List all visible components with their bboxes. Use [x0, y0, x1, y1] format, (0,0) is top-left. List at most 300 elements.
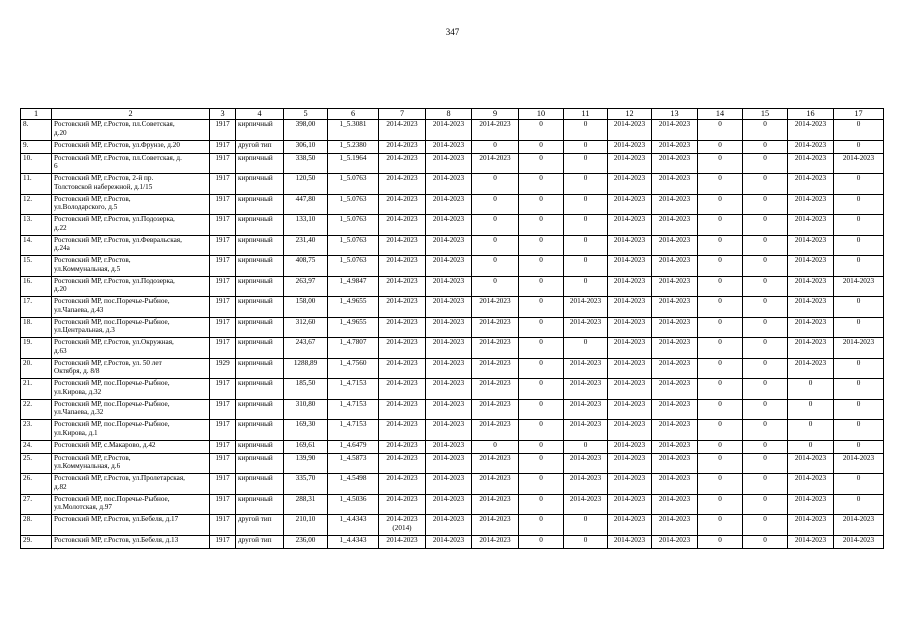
table-cell: 2014-2023: [564, 420, 608, 441]
table-cell: кирпичный: [236, 474, 284, 495]
table-cell: 1917: [210, 120, 236, 141]
table-cell: 1_5.0763: [328, 194, 379, 215]
table-cell: 1929: [210, 358, 236, 379]
table-cell: кирпичный: [236, 215, 284, 236]
table-cell: 0: [788, 399, 834, 420]
table-cell: 2014-2023: [379, 153, 426, 174]
table-cell: 2014-2023: [652, 153, 698, 174]
table-cell: 0: [472, 256, 519, 277]
table-cell: 0: [834, 194, 884, 215]
table-cell: 1917: [210, 515, 236, 536]
table-cell: 2014-2023: [608, 276, 652, 297]
address-line-1: Ростовский МР, г.Ростов, ул.Подозерка,: [54, 276, 175, 285]
table-cell: 0: [743, 120, 788, 141]
table-cell: 2014-2023: [788, 235, 834, 256]
address-cell: [52, 399, 210, 420]
address-line-1: Ростовский МР, г.Ростов, ул.Бебеля, д.17: [54, 515, 179, 523]
table-cell: 0: [834, 235, 884, 256]
table-cell: 0: [743, 379, 788, 400]
column-header: 9: [472, 109, 519, 120]
table-row: [21, 358, 884, 379]
table-cell: 1_4.9655: [328, 297, 379, 318]
table-cell: 0: [519, 338, 564, 359]
table-cell: 2014-2023: [426, 379, 472, 400]
table-cell: 398,00: [284, 120, 328, 141]
table-cell: 0: [834, 215, 884, 236]
table-cell: 0: [698, 494, 743, 515]
table-cell: 2014-2023: [426, 317, 472, 338]
table-cell: 2014-2023: [472, 379, 519, 400]
table-cell: 408,75: [284, 256, 328, 277]
cell-line-2: (2014): [392, 523, 412, 532]
row-number-cell: 22.: [21, 399, 52, 420]
address-line-1: Ростовский МР, пос.Поречье-Рыбное,: [54, 494, 170, 503]
table-cell: кирпичный: [236, 194, 284, 215]
table-cell: 2014-2023: [426, 358, 472, 379]
table-cell: 2014-2023: [652, 379, 698, 400]
table-cell: 2014-2023: [652, 297, 698, 318]
table-cell: 2014-2023: [834, 453, 884, 474]
housing-table: [20, 108, 884, 549]
table-cell: 1917: [210, 535, 236, 548]
table-cell: 2014-2023: [564, 494, 608, 515]
table-cell: 2014-2023: [608, 535, 652, 548]
table-cell: 2014-2023: [379, 215, 426, 236]
table-row: [21, 399, 884, 420]
table-cell: 0: [788, 440, 834, 453]
table-cell: 210,10: [284, 515, 328, 536]
table-cell: 0: [519, 420, 564, 441]
table-row: [21, 120, 884, 141]
table-cell: 0: [698, 174, 743, 195]
address-line-1: Ростовский МР, г.Ростов, пл.Советская,: [54, 120, 175, 128]
table-cell: 2014-2023: [426, 474, 472, 495]
table-cell: 1917: [210, 235, 236, 256]
table-cell: 1917: [210, 297, 236, 318]
table-cell: 1_4.7807: [328, 338, 379, 359]
table-cell: 2014-2023: [608, 140, 652, 153]
table-cell: 2014-2023: [472, 420, 519, 441]
table-cell: 1_4.5498: [328, 474, 379, 495]
table-cell: 2014-2023: [652, 453, 698, 474]
address-line-2: ул.Молотская, д.97: [54, 503, 112, 512]
table-cell: 2014-2023: [472, 120, 519, 141]
table-cell: 2014-2023: [608, 379, 652, 400]
table-cell: 2014-2023: [379, 535, 426, 548]
table-cell: 0: [698, 399, 743, 420]
table-cell: 0: [519, 140, 564, 153]
table-cell: 0: [472, 215, 519, 236]
table-cell: 2014-2023: [608, 174, 652, 195]
table-cell: кирпичный: [236, 174, 284, 195]
table-cell: 2014-2023: [788, 276, 834, 297]
table-cell: 1917: [210, 379, 236, 400]
table-cell: 2014-2023: [426, 399, 472, 420]
column-header: 13: [652, 109, 698, 120]
table-cell: другой тип: [236, 140, 284, 153]
row-number-cell: 18.: [21, 317, 52, 338]
table-cell: 2014-2023: [608, 120, 652, 141]
table-cell: 0: [519, 215, 564, 236]
column-header: 2: [52, 109, 210, 120]
table-cell: 0: [519, 174, 564, 195]
row-number-cell: 23.: [21, 420, 52, 441]
table-cell: 0: [519, 297, 564, 318]
table-cell: 2014-2023: [788, 297, 834, 318]
table-cell: 2014-2023: [834, 515, 884, 536]
table-cell: 2014-2023: [788, 153, 834, 174]
address-cell: [52, 235, 210, 256]
table-cell: 1_4.7153: [328, 379, 379, 400]
header-row: [21, 109, 884, 120]
table-cell: 0: [743, 297, 788, 318]
table-cell: 2014-2023: [652, 256, 698, 277]
address-cell: [52, 379, 210, 400]
table-cell: 2014-2023: [379, 140, 426, 153]
address-line-2: ул.Кирова, д.1: [54, 428, 98, 437]
table-cell: 2014-2023: [834, 153, 884, 174]
address-cell: [52, 358, 210, 379]
column-header: 17: [834, 109, 884, 120]
table-cell: 1917: [210, 399, 236, 420]
table-cell: 0: [564, 120, 608, 141]
address-line-2: д.63: [54, 346, 67, 355]
table-cell: 2014-2023: [652, 515, 698, 536]
table-cell: 2014-2023: [426, 140, 472, 153]
table-cell: 2014-2023: [564, 453, 608, 474]
table-cell: 1_5.0763: [328, 215, 379, 236]
table-cell: 2014-2023: [608, 399, 652, 420]
table-cell: 306,10: [284, 140, 328, 153]
table-cell: 0: [519, 317, 564, 338]
table-cell: 2014-2023: [608, 256, 652, 277]
table-cell: 2014-2023: [608, 235, 652, 256]
address-cell: [52, 535, 210, 548]
table-cell: 0: [472, 276, 519, 297]
table-cell: 2014-2023: [472, 297, 519, 318]
table-cell: 1_4.7560: [328, 358, 379, 379]
table-cell: 2014-2023: [426, 256, 472, 277]
table-cell: 2014-2023: [426, 194, 472, 215]
table-cell: [379, 515, 426, 536]
address-cell: [52, 297, 210, 318]
table-cell: 0: [698, 140, 743, 153]
column-header: 8: [426, 109, 472, 120]
table-cell: 1917: [210, 494, 236, 515]
address-line-2: д.20: [54, 128, 67, 137]
table-cell: 2014-2023: [426, 297, 472, 318]
table-cell: 2014-2023: [788, 474, 834, 495]
table-cell: 2014-2023: [564, 317, 608, 338]
row-number-cell: 9.: [21, 140, 52, 153]
table-cell: 2014-2023: [608, 440, 652, 453]
table-row: [21, 153, 884, 174]
table-cell: 2014-2023: [426, 494, 472, 515]
table-cell: 0: [564, 276, 608, 297]
table-cell: 2014-2023: [426, 215, 472, 236]
table-cell: 0: [743, 358, 788, 379]
table-row: [21, 494, 884, 515]
table-cell: кирпичный: [236, 494, 284, 515]
table-cell: 2014-2023: [564, 379, 608, 400]
table-cell: 0: [743, 153, 788, 174]
address-line-1: Ростовский МР, г.Ростов, ул.Окружная,: [54, 338, 174, 346]
table-cell: кирпичный: [236, 358, 284, 379]
table-cell: 2014-2023: [379, 474, 426, 495]
table-cell: 2014-2023: [379, 276, 426, 297]
table-cell: 2014-2023: [379, 494, 426, 515]
address-line-1: Ростовский МР, г.Ростов, ул. 50 лет: [54, 358, 162, 367]
table-cell: 2014-2023: [834, 338, 884, 359]
table-cell: кирпичный: [236, 120, 284, 141]
address-line-1: Ростовский МР, г.Ростов,: [54, 194, 131, 203]
table-cell: 0: [472, 194, 519, 215]
table-cell: 2014-2023: [608, 494, 652, 515]
address-line-1: Ростовский МР, пос.Поречье-Рыбное,: [54, 297, 170, 305]
table-cell: 0: [743, 140, 788, 153]
table-cell: 2014-2023: [608, 420, 652, 441]
table-cell: 0: [519, 440, 564, 453]
address-cell: [52, 174, 210, 195]
table-cell: 0: [519, 120, 564, 141]
page-number: 347: [445, 27, 460, 37]
table-cell: 2014-2023: [472, 535, 519, 548]
table-cell: 133,10: [284, 215, 328, 236]
table-row: [21, 256, 884, 277]
table-cell: 0: [519, 535, 564, 548]
table-cell: 2014-2023: [652, 440, 698, 453]
table-cell: 158,00: [284, 297, 328, 318]
table-cell: 0: [698, 358, 743, 379]
column-header: 6: [328, 109, 379, 120]
table-row: [21, 276, 884, 297]
table-cell: кирпичный: [236, 453, 284, 474]
address-cell: [52, 256, 210, 277]
table-cell: 1917: [210, 474, 236, 495]
table-cell: 2014-2023: [652, 474, 698, 495]
table-cell: 0: [519, 153, 564, 174]
table-cell: 1917: [210, 338, 236, 359]
table-cell: 2014-2023: [788, 317, 834, 338]
table-cell: 0: [564, 174, 608, 195]
row-number-cell: 27.: [21, 494, 52, 515]
table-cell: 169,30: [284, 420, 328, 441]
table-cell: кирпичный: [236, 379, 284, 400]
table-cell: 2014-2023: [788, 358, 834, 379]
table-cell: 0: [698, 515, 743, 536]
table-cell: 0: [743, 256, 788, 277]
table-cell: 2014-2023: [788, 535, 834, 548]
row-number-cell: 13.: [21, 215, 52, 236]
row-number-cell: 24.: [21, 440, 52, 453]
table-cell: другой тип: [236, 515, 284, 536]
table-cell: 0: [743, 194, 788, 215]
table-cell: 1_4.9847: [328, 276, 379, 297]
table-cell: 0: [834, 420, 884, 441]
table-cell: 2014-2023: [426, 120, 472, 141]
table-cell: 2014-2023: [652, 535, 698, 548]
table-cell: 2014-2023: [608, 358, 652, 379]
table-cell: 139,90: [284, 453, 328, 474]
table-cell: 2014-2023: [608, 153, 652, 174]
table-cell: 2014-2023: [788, 494, 834, 515]
column-header: 10: [519, 109, 564, 120]
table-cell: 2014-2023: [472, 494, 519, 515]
table-cell: 2014-2023: [652, 494, 698, 515]
table-row: [21, 474, 884, 495]
table-cell: кирпичный: [236, 440, 284, 453]
row-number-cell: 26.: [21, 474, 52, 495]
table-cell: 2014-2023: [652, 420, 698, 441]
row-number-cell: 17.: [21, 297, 52, 318]
table-cell: 1917: [210, 453, 236, 474]
table-cell: 1_4.7153: [328, 420, 379, 441]
table-cell: 0: [564, 215, 608, 236]
table-cell: 2014-2023: [379, 379, 426, 400]
row-number-cell: 8.: [21, 120, 52, 141]
address-line-2: ул.Центральная, д.3: [54, 326, 115, 335]
table-cell: 1917: [210, 317, 236, 338]
table-cell: 1_4.6479: [328, 440, 379, 453]
table-cell: 0: [519, 235, 564, 256]
address-cell: [52, 317, 210, 338]
row-number-cell: 20.: [21, 358, 52, 379]
row-number-cell: 19.: [21, 338, 52, 359]
table-cell: 0: [698, 338, 743, 359]
table-cell: 1_4.4343: [328, 535, 379, 548]
table-cell: 2014-2023: [472, 474, 519, 495]
table-cell: 0: [834, 399, 884, 420]
column-header: 1: [21, 109, 52, 120]
table-cell: 1_5.0763: [328, 256, 379, 277]
table-cell: 2014-2023: [834, 535, 884, 548]
table-cell: кирпичный: [236, 276, 284, 297]
address-line-2: 6: [54, 162, 58, 171]
address-line-1: Ростовский МР, г.Ростов,: [54, 256, 131, 264]
row-number-cell: 29.: [21, 535, 52, 548]
table-cell: 243,67: [284, 338, 328, 359]
table-cell: 2014-2023: [379, 194, 426, 215]
table-cell: кирпичный: [236, 420, 284, 441]
table-cell: 2014-2023: [472, 338, 519, 359]
table-cell: кирпичный: [236, 338, 284, 359]
table-cell: 2014-2023: [472, 453, 519, 474]
table-cell: 2014-2023: [379, 420, 426, 441]
table-cell: 2014-2023: [652, 194, 698, 215]
table-cell: кирпичный: [236, 317, 284, 338]
table-cell: 0: [519, 515, 564, 536]
address-cell: [52, 276, 210, 297]
table-row: [21, 453, 884, 474]
table-cell: 0: [743, 317, 788, 338]
address-line-1: Ростовский МР, г.Ростов, пл.Советская, д.: [54, 153, 182, 162]
table-cell: 0: [698, 235, 743, 256]
address-line-1: Ростовский МР, пос.Поречье-Рыбное,: [54, 317, 170, 326]
table-cell: 0: [834, 140, 884, 153]
table-cell: 0: [472, 140, 519, 153]
address-line-2: ул.Коммунальная, д.6: [54, 462, 121, 471]
table-cell: 0: [788, 379, 834, 400]
address-cell: [52, 494, 210, 515]
table-cell: 0: [564, 194, 608, 215]
table-cell: 1_5.0763: [328, 174, 379, 195]
table-cell: 1_4.7153: [328, 399, 379, 420]
table-row: [21, 235, 884, 256]
address-line-2: ул.Володарского, д.5: [54, 203, 118, 212]
table-row: [21, 297, 884, 318]
table-cell: 2014-2023: [426, 453, 472, 474]
table-cell: 0: [743, 174, 788, 195]
address-line-2: ул.Чапаева, д.43: [54, 305, 104, 314]
table-cell: 1_4.4343: [328, 515, 379, 536]
table-cell: 0: [564, 515, 608, 536]
table-cell: 2014-2023: [426, 153, 472, 174]
table-cell: 0: [743, 494, 788, 515]
table-cell: 1917: [210, 140, 236, 153]
address-line-2: д.82: [54, 482, 67, 491]
column-header: 7: [379, 109, 426, 120]
table-cell: 2014-2023: [426, 515, 472, 536]
table-cell: 2014-2023: [379, 256, 426, 277]
table-cell: 0: [698, 194, 743, 215]
row-number-cell: 21.: [21, 379, 52, 400]
table-cell: 1_5.2380: [328, 140, 379, 153]
address-line-2: д.22: [54, 223, 67, 232]
table-cell: 120,50: [284, 174, 328, 195]
table-cell: 0: [698, 297, 743, 318]
address-line-2: д.24а: [54, 244, 70, 253]
table-cell: 0: [472, 440, 519, 453]
address-line-1: Ростовский МР, пос.Поречье-Рыбное,: [54, 379, 170, 387]
address-line-2: Октября, д. 8/8: [54, 367, 100, 376]
table-cell: 0: [698, 440, 743, 453]
table-cell: 0: [519, 276, 564, 297]
table-row: [21, 194, 884, 215]
table-cell: 0: [564, 338, 608, 359]
table-cell: 1_5.1964: [328, 153, 379, 174]
table-cell: 2014-2023: [788, 140, 834, 153]
table-cell: 0: [834, 474, 884, 495]
address-cell: [52, 153, 210, 174]
address-line-2: ул.Чапаева, д.32: [54, 408, 104, 417]
table-cell: 0: [519, 453, 564, 474]
table-cell: 2014-2023: [788, 256, 834, 277]
table-cell: кирпичный: [236, 153, 284, 174]
table-cell: 2014-2023: [788, 174, 834, 195]
table-cell: 1_4.5873: [328, 453, 379, 474]
table-cell: 2014-2023: [652, 358, 698, 379]
table-cell: 2014-2023: [608, 194, 652, 215]
row-number-cell: 28.: [21, 515, 52, 536]
table-cell: 2014-2023: [652, 338, 698, 359]
row-number-cell: 14.: [21, 235, 52, 256]
table-cell: 335,70: [284, 474, 328, 495]
table-cell: 0: [519, 379, 564, 400]
address-line-1: Ростовский МР, г.Ростов, 2-й пр.: [54, 174, 154, 182]
address-line-1: Ростовский МР, г.Ростов, ул.Подозерка,: [54, 215, 175, 223]
table-cell: кирпичный: [236, 297, 284, 318]
table-cell: 312,60: [284, 317, 328, 338]
address-line-2: Толстовской набережной, д.1/15: [54, 182, 153, 191]
table-cell: 0: [564, 256, 608, 277]
table-row: [21, 338, 884, 359]
address-line-1: Ростовский МР, г.Ростов, ул.Февральская,: [54, 235, 182, 244]
column-header: 11: [564, 109, 608, 120]
column-header: 5: [284, 109, 328, 120]
address-cell: [52, 215, 210, 236]
column-header: 12: [608, 109, 652, 120]
table-cell: 2014-2023: [652, 276, 698, 297]
